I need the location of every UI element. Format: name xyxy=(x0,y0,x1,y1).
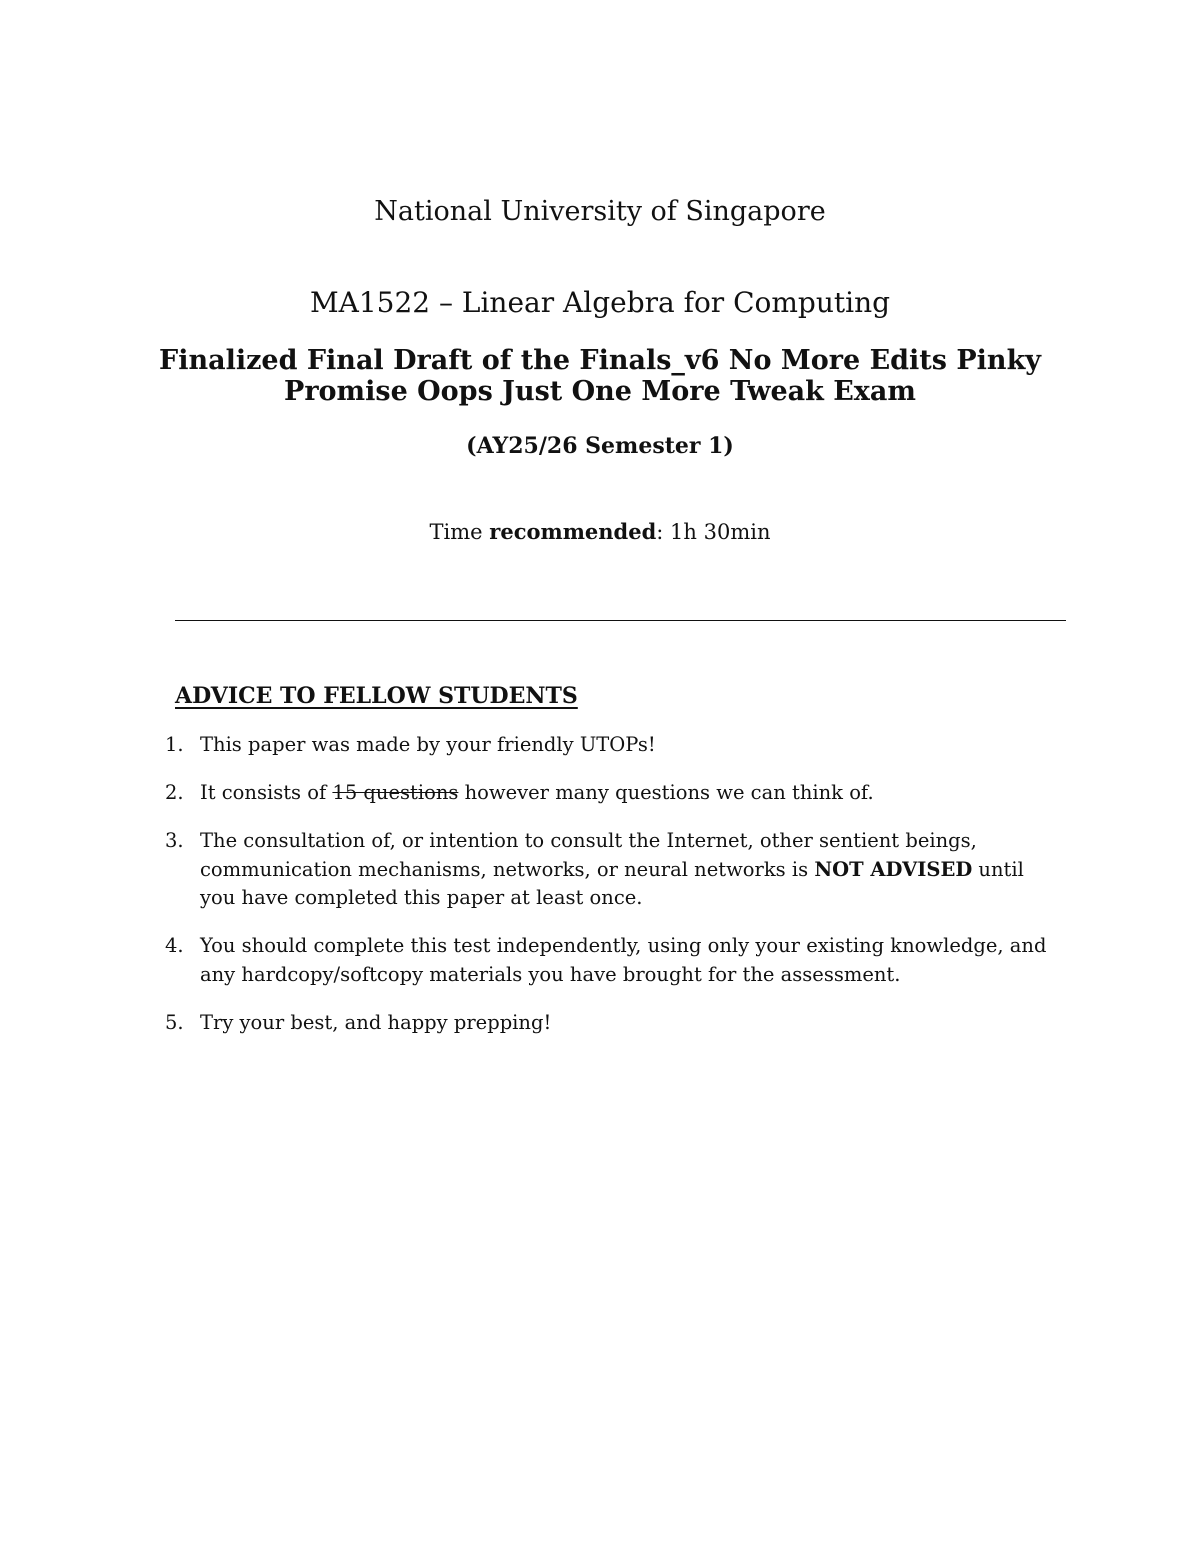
exam-title-line-1: Finalized Final Draft of the Finals_v6 No More Edits Pinky xyxy=(159,345,1041,376)
time-value: : 1h 30min xyxy=(656,520,771,544)
advice-item-text: This paper was made by your friendly UTOPs! xyxy=(200,733,656,756)
exam-title-line-2: Promise Oops Just One More Tweak Exam xyxy=(284,376,916,407)
advice-item-suffix: however many questions we can think of. xyxy=(458,781,874,804)
course-title: MA1522 – Linear Algebra for Computing xyxy=(309,286,891,319)
advice-item-suffix: until you have completed this paper at least once. xyxy=(200,857,1024,909)
advice-item-5 xyxy=(165,1009,1065,1038)
advice-item-number: 1. xyxy=(165,733,184,756)
time-label-plain: Time xyxy=(429,520,490,544)
advice-list xyxy=(165,731,1065,1057)
advice-item-prefix: It consists of xyxy=(200,781,333,804)
struck-text: 15 questions xyxy=(332,781,459,804)
advice-item-number: 2. xyxy=(165,781,184,804)
advice-item-3 xyxy=(165,827,1065,913)
advice-item-number: 3. xyxy=(165,829,184,852)
advice-heading: ADVICE TO FELLOW STUDENTS xyxy=(175,683,578,709)
semester-label: (AY25/26 Semester 1) xyxy=(466,433,734,459)
university-name: National University of Singapore xyxy=(374,196,826,227)
advice-item-2 xyxy=(165,779,1065,808)
horizontal-divider xyxy=(175,620,1066,621)
time-label-bold: recommended xyxy=(489,519,657,544)
exam-title xyxy=(150,345,1050,407)
advice-item-number: 5. xyxy=(165,1010,184,1034)
advice-item-4 xyxy=(165,932,1065,989)
advice-item-number: 4. xyxy=(165,934,184,957)
advice-item-text: Try your best, and happy prepping! xyxy=(200,1010,552,1034)
advice-item-text: You should complete this test independently, using only your existing knowledge, and any hardcopy/softcopy materials you have brought for the assessment. xyxy=(200,934,1047,986)
advice-item-prefix: The consultation of, or intention to consult the Internet, other sentient beings, communication mechanisms, networks, or neural networks is xyxy=(200,829,977,881)
advice-item-1 xyxy=(165,731,1065,760)
time-recommended xyxy=(0,519,1200,544)
emphasis-text: NOT ADVISED xyxy=(814,857,973,881)
